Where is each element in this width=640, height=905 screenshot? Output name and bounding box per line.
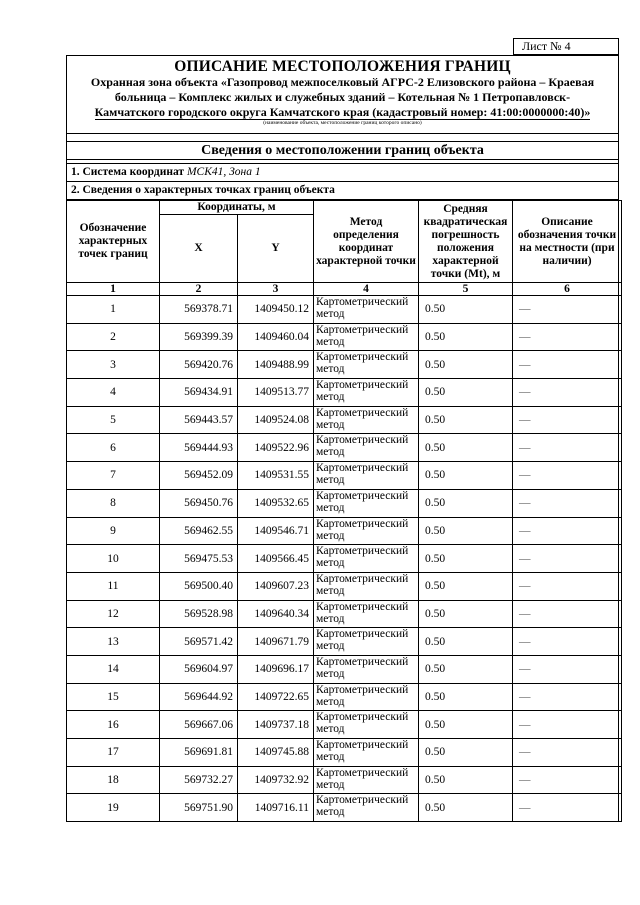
- coordinate-system-value: МСК41, Зона 1: [186, 166, 261, 178]
- coord-x: 569399.39: [160, 323, 238, 351]
- header-description: Описание обозначения точки на местности (при наличии): [513, 201, 622, 283]
- method: Картометрический метод: [314, 406, 419, 434]
- coord-y: 1409737.18: [238, 711, 314, 739]
- column-numbers-row: [67, 283, 622, 296]
- coord-x: 569462.55: [160, 517, 238, 545]
- method: Картометрический метод: [314, 489, 419, 517]
- table-row: [67, 296, 622, 324]
- method: Картометрический метод: [314, 628, 419, 656]
- coord-y: 1409524.08: [238, 406, 314, 434]
- table-row: [67, 434, 622, 462]
- points-table-body: [67, 296, 622, 822]
- points-heading: [67, 182, 618, 200]
- object-name-line-1: Охранная зона объекта «Газопровод межпоселковый АГРС-2 Елизовского района – Краевая: [90, 75, 595, 89]
- method: Картометрический метод: [314, 572, 419, 600]
- table-row: [67, 739, 622, 767]
- method: Картометрический метод: [314, 711, 419, 739]
- point-id: 11: [67, 572, 160, 600]
- object-name-line-3-text: Камчатского городского округа Камчатского края (кадастровый номер: 41:00:0000000:40)»: [94, 105, 591, 119]
- coord-y: 1409532.65: [238, 489, 314, 517]
- point-id: 14: [67, 655, 160, 683]
- accuracy: 0.50: [419, 296, 513, 324]
- point-id: 18: [67, 766, 160, 794]
- description: —: [513, 711, 622, 739]
- header-coordinates: Координаты, м: [160, 201, 314, 215]
- description: —: [513, 379, 622, 407]
- method: Картометрический метод: [314, 323, 419, 351]
- sheet-number: Лист № 4: [513, 38, 619, 55]
- table-row: [67, 628, 622, 656]
- method: Картометрический метод: [314, 434, 419, 462]
- accuracy: 0.50: [419, 323, 513, 351]
- coord-y: 1409716.11: [238, 794, 314, 822]
- method: Картометрический метод: [314, 655, 419, 683]
- description: —: [513, 489, 622, 517]
- method: Картометрический метод: [314, 517, 419, 545]
- point-id: 12: [67, 600, 160, 628]
- coord-x: 569444.93: [160, 434, 238, 462]
- point-id: 4: [67, 379, 160, 407]
- description: —: [513, 545, 622, 573]
- coord-y: 1409546.71: [238, 517, 314, 545]
- column-number: 4: [314, 283, 419, 296]
- table-row: [67, 517, 622, 545]
- point-id: 1: [67, 296, 160, 324]
- table-row: [67, 462, 622, 490]
- header-method: Метод определения координат характерной точки: [314, 201, 419, 283]
- description: —: [513, 600, 622, 628]
- coord-x: 569475.53: [160, 545, 238, 573]
- point-id: 8: [67, 489, 160, 517]
- accuracy: 0.50: [419, 739, 513, 767]
- method: Картометрический метод: [314, 462, 419, 490]
- coord-x: 569528.98: [160, 600, 238, 628]
- coord-x: 569420.76: [160, 351, 238, 379]
- column-number: 6: [513, 283, 622, 296]
- accuracy: 0.50: [419, 683, 513, 711]
- coord-x: 569751.90: [160, 794, 238, 822]
- coord-x: 569644.92: [160, 683, 238, 711]
- description: —: [513, 462, 622, 490]
- method: Картометрический метод: [314, 794, 419, 822]
- accuracy: 0.50: [419, 572, 513, 600]
- description: —: [513, 323, 622, 351]
- description: —: [513, 683, 622, 711]
- object-name-line-2: больница – Комплекс жилых и служебных зданий – Котельная № 1 Петропавловск-: [114, 90, 571, 104]
- section-title: Сведения о местоположении границ объекта: [67, 142, 618, 160]
- coord-y: 1409460.04: [238, 323, 314, 351]
- point-id: 19: [67, 794, 160, 822]
- method: Картометрический метод: [314, 379, 419, 407]
- point-id: 15: [67, 683, 160, 711]
- point-id: 9: [67, 517, 160, 545]
- table-row: [67, 489, 622, 517]
- accuracy: 0.50: [419, 600, 513, 628]
- document-header: [67, 55, 618, 134]
- table-row: [67, 406, 622, 434]
- accuracy: 0.50: [419, 628, 513, 656]
- description: —: [513, 517, 622, 545]
- column-number: 2: [160, 283, 238, 296]
- accuracy: 0.50: [419, 379, 513, 407]
- description: —: [513, 794, 622, 822]
- coord-y: 1409696.17: [238, 655, 314, 683]
- accuracy: 0.50: [419, 351, 513, 379]
- coord-y: 1409732.92: [238, 766, 314, 794]
- point-id: 17: [67, 739, 160, 767]
- table-row: [67, 655, 622, 683]
- coord-y: 1409450.12: [238, 296, 314, 324]
- object-name-line-3: [73, 105, 612, 120]
- method: Картометрический метод: [314, 296, 419, 324]
- accuracy: 0.50: [419, 434, 513, 462]
- point-id: 13: [67, 628, 160, 656]
- description: —: [513, 739, 622, 767]
- coordinate-system: [67, 164, 618, 182]
- coord-x: 569500.40: [160, 572, 238, 600]
- point-id: 10: [67, 545, 160, 573]
- accuracy: 0.50: [419, 794, 513, 822]
- points-table: [66, 200, 622, 822]
- coord-x: 569691.81: [160, 739, 238, 767]
- description: —: [513, 406, 622, 434]
- accuracy: 0.50: [419, 655, 513, 683]
- coord-y: 1409513.77: [238, 379, 314, 407]
- coord-y: 1409566.45: [238, 545, 314, 573]
- table-row: [67, 766, 622, 794]
- point-id: 3: [67, 351, 160, 379]
- object-name-caption: (наименование объекта, местоположение границ которого описано): [263, 120, 422, 126]
- accuracy: 0.50: [419, 489, 513, 517]
- description: —: [513, 766, 622, 794]
- description: —: [513, 434, 622, 462]
- coord-x: 569571.42: [160, 628, 238, 656]
- coord-x: 569604.97: [160, 655, 238, 683]
- table-row: [67, 572, 622, 600]
- object-name: [67, 75, 618, 120]
- coord-x: 569443.57: [160, 406, 238, 434]
- coord-y: 1409671.79: [238, 628, 314, 656]
- method: Картометрический метод: [314, 739, 419, 767]
- coord-y: 1409607.23: [238, 572, 314, 600]
- table-row: [67, 711, 622, 739]
- coord-x: 569732.27: [160, 766, 238, 794]
- coord-y: 1409522.96: [238, 434, 314, 462]
- point-id: 5: [67, 406, 160, 434]
- method: Картометрический метод: [314, 600, 419, 628]
- description: —: [513, 351, 622, 379]
- table-row: [67, 545, 622, 573]
- method: Картометрический метод: [314, 766, 419, 794]
- coord-y: 1409488.99: [238, 351, 314, 379]
- coord-x: 569452.09: [160, 462, 238, 490]
- description: —: [513, 655, 622, 683]
- accuracy: 0.50: [419, 517, 513, 545]
- table-row: [67, 600, 622, 628]
- accuracy: 0.50: [419, 711, 513, 739]
- document-frame: [66, 55, 619, 822]
- description: —: [513, 572, 622, 600]
- description: —: [513, 628, 622, 656]
- coord-x: 569667.06: [160, 711, 238, 739]
- column-number: 3: [238, 283, 314, 296]
- point-id: 2: [67, 323, 160, 351]
- coordinate-system-label: 1. Система координат: [71, 166, 185, 178]
- coord-y: 1409745.88: [238, 739, 314, 767]
- spacer: [67, 134, 618, 142]
- method: Картометрический метод: [314, 683, 419, 711]
- coord-y: 1409531.55: [238, 462, 314, 490]
- document-title: ОПИСАНИЕ МЕСТОПОЛОЖЕНИЯ ГРАНИЦ: [174, 58, 511, 75]
- points-heading-text: 2. Сведения о характерных точках границ объекта: [71, 184, 335, 196]
- accuracy: 0.50: [419, 766, 513, 794]
- table-row: [67, 323, 622, 351]
- column-number: 5: [419, 283, 513, 296]
- header-accuracy: [419, 201, 513, 283]
- header-x: X: [160, 215, 238, 283]
- table-row: [67, 683, 622, 711]
- column-number: 1: [67, 283, 160, 296]
- table-row: [67, 794, 622, 822]
- coord-y: 1409640.34: [238, 600, 314, 628]
- point-id: 6: [67, 434, 160, 462]
- header-point: Обозначение характерных точек границ: [67, 201, 160, 283]
- coord-y: 1409722.65: [238, 683, 314, 711]
- point-id: 16: [67, 711, 160, 739]
- coord-x: 569378.71: [160, 296, 238, 324]
- accuracy: 0.50: [419, 545, 513, 573]
- header-y: Y: [238, 215, 314, 283]
- method: Картометрический метод: [314, 545, 419, 573]
- coord-x: 569434.91: [160, 379, 238, 407]
- header-accuracy-text: Средняя квадратическая погрешность положения характерной точки (Mt), м: [423, 202, 508, 280]
- table-row: [67, 351, 622, 379]
- description: —: [513, 296, 622, 324]
- accuracy: 0.50: [419, 462, 513, 490]
- table-row: [67, 379, 622, 407]
- accuracy: 0.50: [419, 406, 513, 434]
- point-id: 7: [67, 462, 160, 490]
- coord-x: 569450.76: [160, 489, 238, 517]
- method: Картометрический метод: [314, 351, 419, 379]
